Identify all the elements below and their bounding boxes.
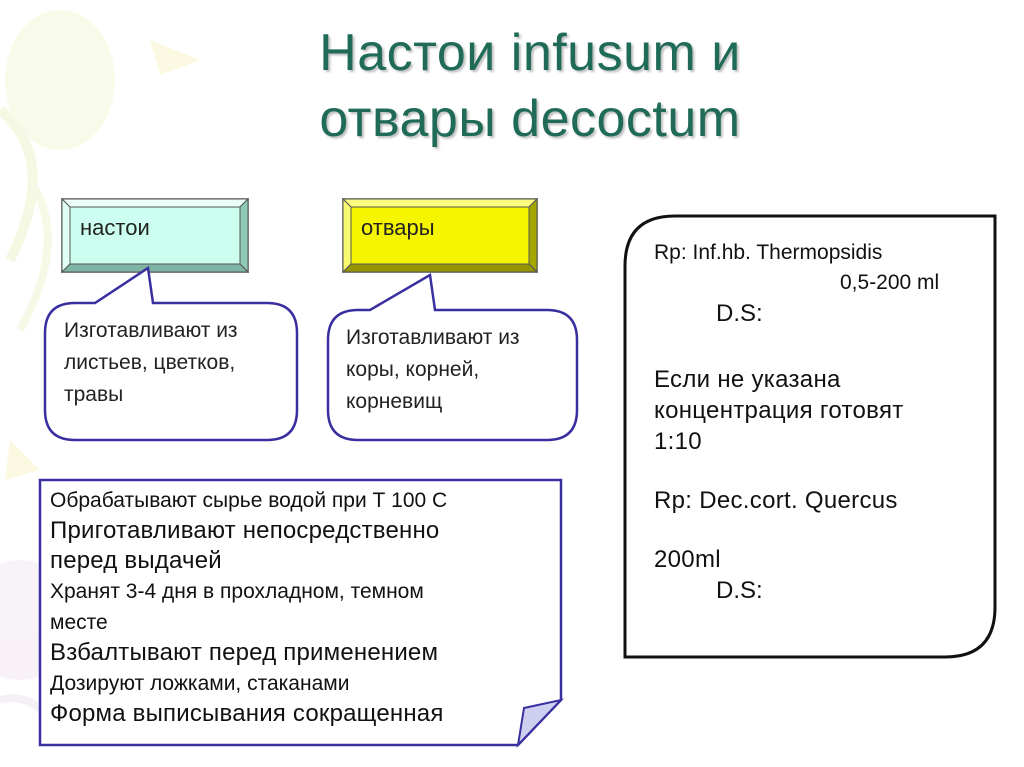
- title-line-1: Настои infusum и: [319, 24, 741, 82]
- note-line: Обрабатывают сырье водой при Т 100 С: [50, 489, 448, 512]
- tag-infusion: [62, 199, 248, 272]
- bubble-line: коры, корней,: [346, 358, 480, 381]
- note-line: Хранят 3-4 дня в прохладном, темном: [50, 580, 424, 603]
- rx-line-rp2: Rp: Dec.cort. Quercus: [654, 487, 898, 514]
- tag-decoction: [343, 199, 537, 272]
- tag-infusion-label: настои: [80, 215, 150, 240]
- bubble-line: Изготавливают из: [64, 319, 238, 342]
- bubble-line: листьев, цветков,: [64, 351, 236, 374]
- rx-amount: 200ml: [654, 546, 721, 573]
- note-line: перед выдачей: [50, 547, 222, 574]
- bubble-line: корневищ: [346, 390, 443, 413]
- bubble-infusion-text: [64, 315, 292, 411]
- bubble-line: травы: [64, 383, 124, 406]
- title-line-2: отвары decoctum: [319, 90, 741, 148]
- rx-ds-2: D.S:: [716, 577, 763, 604]
- note-line: Взбалтывают перед применением: [50, 639, 439, 666]
- rx-line-1: Rp: Inf.hb. Thermopsidis: [654, 241, 883, 264]
- rx-note-line: Если не указана: [654, 366, 841, 393]
- note-line: Дозируют ложками, стаканами: [50, 672, 350, 695]
- rx-line-2: 0,5-200 ml: [840, 271, 940, 294]
- rx-ds-1: D.S:: [716, 300, 763, 327]
- rx-note-line: концентрация готовят: [654, 397, 904, 424]
- note-line: Форма выписывания сокращенная: [50, 700, 444, 727]
- prescription-text: [654, 238, 984, 607]
- note-line: месте: [50, 611, 108, 634]
- bubble-line: Изготавливают из: [346, 326, 520, 349]
- note-line: Приготавливают непосредственно: [50, 517, 440, 544]
- slide-title: [150, 20, 910, 152]
- rx-note-line: 1:10: [654, 428, 702, 455]
- preparation-notes: [50, 485, 550, 729]
- tag-decoction-label: отвары: [361, 215, 435, 240]
- bubble-decoction-text: [346, 322, 566, 418]
